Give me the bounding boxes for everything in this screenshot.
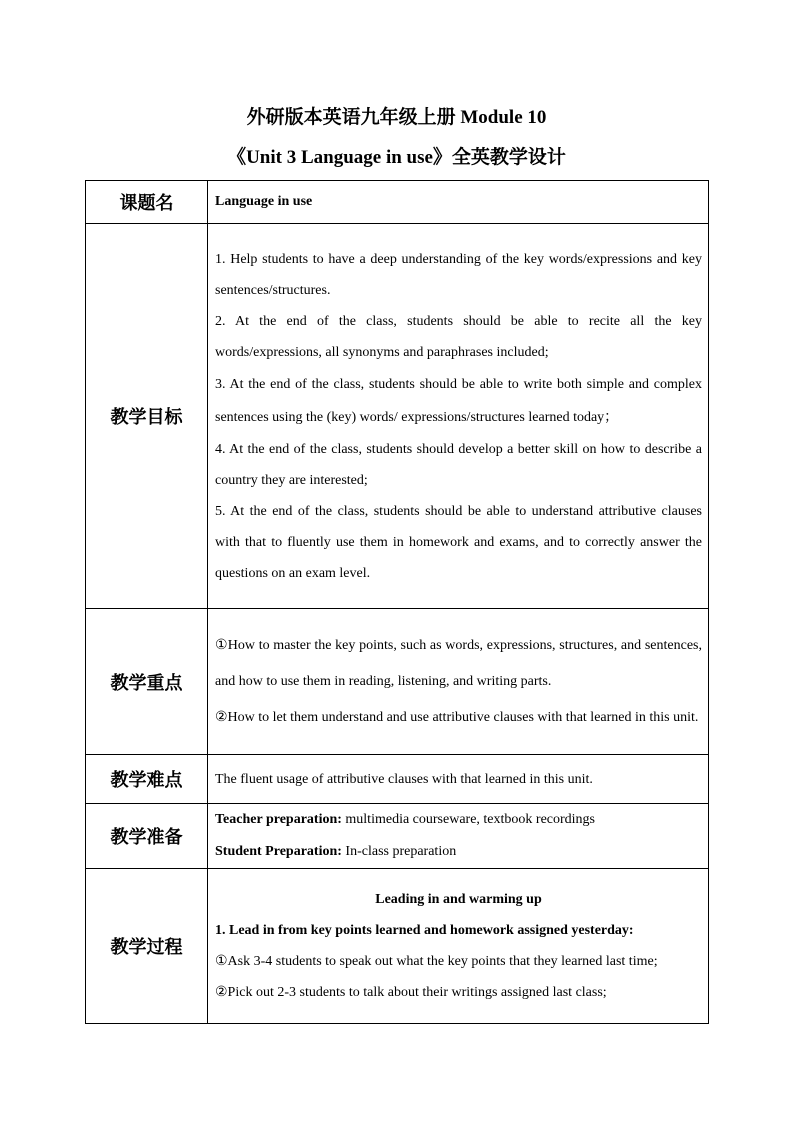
student-preparation-value: In-class preparation [341, 844, 457, 859]
process-step-title: 1. Lead in from key points learned and homework assigned yesterday: [215, 923, 634, 938]
process-content [208, 869, 709, 1024]
objective-item-5: 5. At the end of the class, students should be able to understand attributive clauses with that to fluently use them in homework and exams, and to correctly answer the questions on an exam level. [215, 503, 702, 581]
key-point-item-1: ①How to master the key points, such as words, expressions, structures, and sentences, and how to use them in reading, listening, and writing parts. [215, 637, 702, 689]
teacher-preparation-line [215, 804, 702, 836]
table-row-preparation [86, 804, 709, 869]
preparation-label: 教学准备 [86, 804, 208, 869]
process-item-1: ①Ask 3-4 students to speak out what the key points that they learned last time; [215, 954, 658, 969]
student-preparation-line [215, 836, 702, 868]
document-title-line-1: 外研版本英语九年级上册 Module 10 [246, 107, 547, 128]
objective-item-1: 1. Help students to have a deep understanding of the key words/expressions and key sentences/structures. [215, 251, 702, 298]
preparation-content [208, 804, 709, 869]
objective-item-3: 3. At the end of the class, students should be able to write both simple and complex sentences using the (key) words/ expressions/structures learned today； [215, 376, 702, 425]
topic-value: Language in use [208, 181, 709, 224]
key-points-content [208, 609, 709, 755]
objective-item-2: 2. At the end of the class, students should be able to recite all the key words/expressions, all synonyms and paraphrases included; [215, 313, 702, 360]
objectives-content [208, 224, 709, 609]
student-preparation-label: Student Preparation: [215, 844, 342, 859]
process-item-2: ②Pick out 2-3 students to talk about their writings assigned last class; [215, 985, 607, 1000]
table-row-topic [86, 181, 709, 224]
process-section-title: Leading in and warming up [375, 892, 542, 907]
table-row-difficulties [86, 755, 709, 804]
difficulties-value: The fluent usage of attributive clauses with that learned in this unit. [208, 755, 709, 804]
objectives-label: 教学目标 [86, 224, 208, 609]
objective-item-4: 4. At the end of the class, students should develop a better skill on how to describe a country they are interested; [215, 441, 702, 488]
key-points-label: 教学重点 [86, 609, 208, 755]
table-row-process [86, 869, 709, 1024]
teacher-preparation-value: multimedia courseware, textbook recordings [341, 812, 595, 827]
lesson-plan-table [85, 180, 709, 1024]
document-title-line-2: 《Unit 3 Language in use》全英教学设计 [227, 147, 566, 168]
process-label: 教学过程 [86, 869, 208, 1024]
topic-label: 课题名 [86, 181, 208, 224]
table-row-key-points [86, 609, 709, 755]
teacher-preparation-label: Teacher preparation: [215, 812, 342, 827]
difficulties-label: 教学难点 [86, 755, 208, 804]
table-row-objectives [86, 224, 709, 609]
key-point-item-2: ②How to let them understand and use attributive clauses with that learned in this unit. [215, 709, 699, 725]
